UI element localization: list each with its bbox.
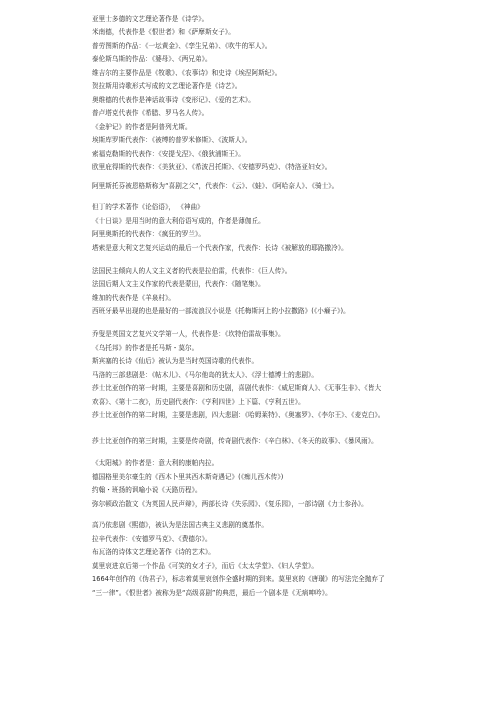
text-line: 法国民主倾向人的人文主义者的代表是拉伯雷，代表作：《巨人传》。 xyxy=(92,267,292,275)
text-line: 塔索是意大利文艺复兴运动的最后一个代表作家，代表作：长诗《被解放的耶路撒冷》。 xyxy=(92,244,348,252)
text-line: 维吉尔的主要作品是《牧歌》、《农事诗》和史诗《埃涅阿斯纪》。 xyxy=(92,69,282,77)
text-line: 德国格里美尔豪生的《西木卜里其西木斯奇遇记》(《痴儿西木传》) xyxy=(92,473,284,481)
text-line: 《十日谈》是用当时的意大利俗语写成的，作者是薄伽丘。 xyxy=(92,217,265,225)
text-line: 莫里哀进京后第一个作品《可笑的女才子》，而后《太太学堂》、《妇人学堂》。 xyxy=(92,562,318,570)
text-line: “三一律”。《恨世者》被称为是“高级喜剧”的典范，最后一个剧本是《无病呻吟》。 xyxy=(92,589,332,597)
text-line: 奥维德的代表作是神话故事诗《变形记》、《爱的艺术》。 xyxy=(92,96,255,104)
text-line: 《太阳城》的作者是：意大利的康帕内拉。 xyxy=(92,459,219,467)
text-line: 米南德，代表作是《恨世者》和《萨摩斯女子》。 xyxy=(92,28,235,36)
text-line: 莎士比亚创作的第一时期，主要是喜剧和历史剧，喜剧代表作：《威尼斯商人》、《无事生非》、《皆大 xyxy=(92,384,382,392)
text-line: 阿里奥斯托的代表作：《疯狂的罗兰》。 xyxy=(92,230,205,238)
text-line: 1664年创作的《伪君子》，标志着莫里哀创作全盛时期的到来。莫里哀的《唐璜》的写法完全抛弃了 xyxy=(92,575,385,583)
text-line: 弥尔顿政治散文《为英国人民声辩》，两部长诗《失乐园》、《复乐园》，一部诗剧《力士参孙》。 xyxy=(92,500,368,508)
text-line: 布瓦洛的诗体文艺理论著作《诗的艺术》。 xyxy=(92,548,215,556)
text-line: 亚里士多德的文艺理论著作是《诗学》。 xyxy=(92,15,209,23)
text-line: 《金驴记》的作者是阿普列尤斯。 xyxy=(92,123,192,131)
text-line: 莎士比亚创作的第二时期，主要是悲剧，四大悲剧：《哈姆莱特》、《奥塞罗》、《李尔王》、《麦克白》。 xyxy=(92,411,385,419)
text-line: 法国后期人文主义作家的代表是蒙田，代表作：《随笔集》。 xyxy=(92,280,265,288)
text-line: 欧里庇得斯的代表作：《美狄亚》、《希波吕托斯》、《安德罗玛克》、《特洛亚妇女》。 xyxy=(92,163,332,171)
text-line: 普卢塔克代表作《希腊、罗马名人传》。 xyxy=(92,109,209,117)
text-line: 约翰・班扬的讽喻小说《天路历程》。 xyxy=(92,486,202,494)
text-line: 高乃依悲剧《熙德》，被认为是法国古典主义悲剧的奠基作。 xyxy=(92,521,269,529)
text-line: 埃斯库罗斯代表作：《被缚的普罗米修斯》、《波斯人》。 xyxy=(92,136,252,144)
text-line: 西班牙最早出现的也是最好的一部流浪汉小说是《托梅斯河上的小拉撒路》(《小癞子》)。 xyxy=(92,307,350,315)
text-line: 乔叟是英国文艺复兴文学第一人，代表作是：《坎特伯雷故事集》。 xyxy=(92,330,285,338)
text-line: 欢喜》、《第十二夜》，历史剧代表作：《亨利四世》上下篇、《亨利五世》。 xyxy=(92,398,305,406)
text-line: 但丁的学术著作《论俗语》， 《神曲》 xyxy=(92,203,204,211)
text-line: 泰伦斯乌斯的作品：《婆母》、《两兄弟》。 xyxy=(92,55,212,63)
text-line: 斯宾塞的长诗《仙后》被认为是当时英国诗歌的代表作。 xyxy=(92,357,259,365)
text-line: 马洛的三部悲剧是：《帖木儿》、《马尔他岛的犹太人》、《浮士德博士的悲剧》。 xyxy=(92,371,319,379)
text-line: 拉辛代表作：《安德罗马克》、《费德尔》。 xyxy=(92,535,212,543)
text-line: 索福克勒斯的代表作：《安提戈涅》、《俄狄浦斯王》。 xyxy=(92,150,245,158)
text-line: 维加的代表作是《羊泉村》。 xyxy=(92,294,176,302)
text-line: 莎士比亚创作的第三时期，主要是传奇剧，传奇剧代表作：《辛白林》、《冬天的故事》、《暴风雨》。 xyxy=(92,437,378,445)
text-line: 普劳图斯的作品：《一坛黄金》、《孪生兄弟》、《吹牛的军人》。 xyxy=(92,42,272,50)
text-line: 《乌托邦》的作者是托马斯・莫尔。 xyxy=(92,344,199,352)
text-line: 贺拉斯用诗歌形式写成的文艺理论著作是《诗艺》。 xyxy=(92,82,242,90)
text-line: 阿里斯托芬被恩格斯称为“喜剧之父”，代表作：《云》、《蛙》、《阿哈奈人》、《骑士》。 xyxy=(92,182,339,190)
